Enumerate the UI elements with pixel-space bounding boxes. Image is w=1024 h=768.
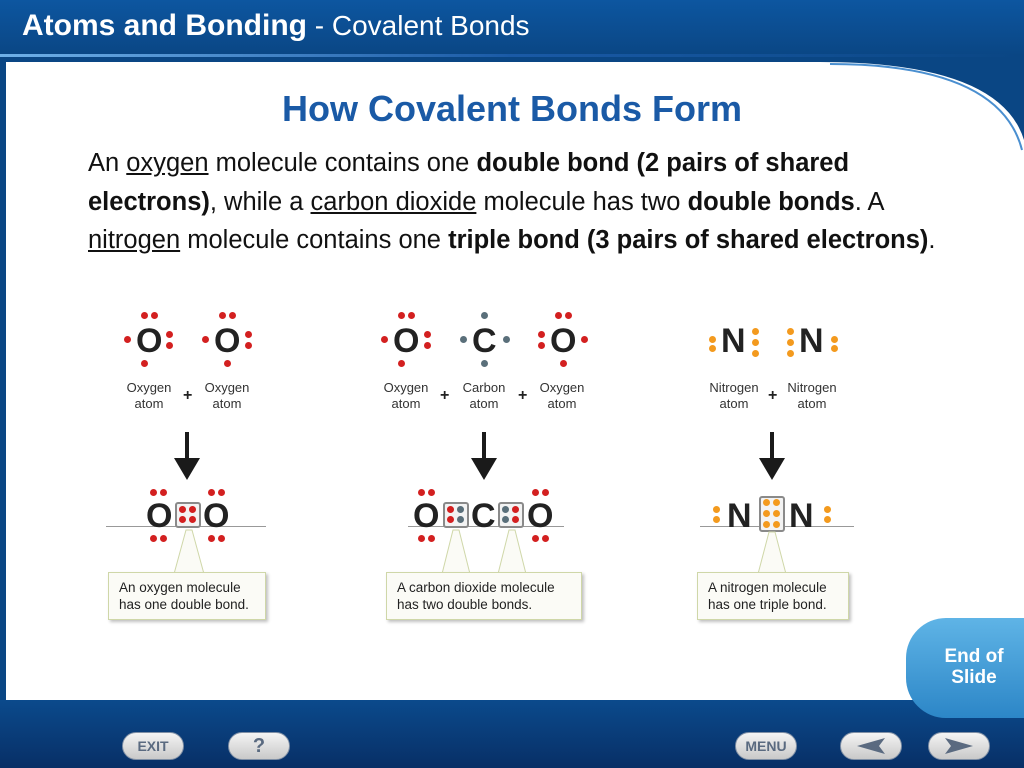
shared-pair-box: [175, 502, 201, 528]
co2-callout: A carbon dioxide molecule has two double bonds.: [386, 572, 582, 620]
previous-slide-button[interactable]: [840, 732, 902, 760]
electron-dot: [542, 535, 549, 542]
electron-dot: [709, 345, 716, 352]
menu-button[interactable]: MENU: [735, 732, 797, 760]
electron-dot: [763, 521, 770, 528]
body-text-6: molecule contains one: [180, 226, 449, 254]
oxygen-atom-2-symbol: O: [214, 322, 241, 360]
header-underline: [0, 54, 1024, 57]
electron-dot: [141, 312, 148, 319]
nitrogen-atom-2-label: Nitrogen atom: [787, 380, 837, 411]
electron-dot: [424, 342, 431, 349]
chapter-subtitle: - Covalent Bonds: [306, 10, 530, 41]
electron-dot: [787, 328, 794, 335]
electron-dot: [160, 489, 167, 496]
electron-dot: [460, 336, 467, 343]
electron-dot: [398, 360, 405, 367]
plus-sign: +: [518, 387, 528, 404]
plus-sign: +: [183, 387, 193, 404]
electron-dot: [166, 342, 173, 349]
electron-dot: [713, 516, 720, 523]
electron-dot: [555, 312, 562, 319]
electron-dot: [218, 489, 225, 496]
body-text-5: . A: [854, 187, 884, 216]
electron-dot: [532, 489, 539, 496]
electron-dot: [424, 331, 431, 338]
electron-dot: [408, 312, 415, 319]
electron-dot: [189, 506, 196, 513]
body-bold-2: double bonds: [687, 187, 855, 216]
body-text-4: molecule has two: [476, 187, 688, 216]
oxygen-callout: An oxygen molecule has one double bond.: [108, 572, 266, 620]
electron-dot: [787, 339, 794, 346]
down-arrow-head-icon: [174, 458, 200, 480]
electron-dot: [481, 312, 488, 319]
electron-dot: [773, 510, 780, 517]
carbon-dioxide-link[interactable]: carbon dioxide: [310, 187, 477, 216]
electron-dot: [709, 336, 716, 343]
electron-dot: [447, 506, 454, 513]
left-arrow-icon: [841, 733, 901, 759]
electron-dot: [481, 360, 488, 367]
electron-dot: [229, 312, 236, 319]
body-bold-3: triple bond (3 pairs of shared electrons): [448, 226, 929, 254]
nitrogen-atom-2-symbol: N: [799, 322, 824, 360]
electron-dot: [752, 350, 759, 357]
callout-pointer: [170, 528, 210, 574]
co2-carbon-label: Carbon atom: [462, 380, 506, 411]
oxygen-molecule-atom-2: O: [203, 497, 230, 535]
electron-dot: [245, 331, 252, 338]
electron-dot: [824, 516, 831, 523]
electron-dot: [763, 510, 770, 517]
electron-dot: [202, 336, 209, 343]
nitrogen-atom-1-label: Nitrogen atom: [709, 380, 759, 411]
electron-dot: [787, 350, 794, 357]
slide-title: How Covalent Bonds Form: [281, 88, 743, 129]
electron-dot: [773, 499, 780, 506]
plus-sign: +: [440, 387, 450, 404]
electron-dot: [166, 331, 173, 338]
electron-dot: [560, 360, 567, 367]
co2-molecule-oxygen-2: O: [527, 497, 554, 535]
co2-molecule-carbon: C: [471, 497, 496, 535]
electron-dot: [512, 516, 519, 523]
chapter-title-bold: Atoms and Bonding: [22, 9, 307, 42]
electron-dot: [219, 312, 226, 319]
electron-dot: [502, 506, 509, 513]
body-text-7: .: [928, 226, 936, 254]
electron-dot: [538, 331, 545, 338]
electron-dot: [512, 506, 519, 513]
shared-pair-box: [443, 502, 469, 528]
oxygen-molecule-atom-1: O: [146, 497, 173, 535]
electron-dot: [457, 506, 464, 513]
electron-dot: [713, 506, 720, 513]
electron-dot: [581, 336, 588, 343]
nitrogen-callout: A nitrogen molecule has one triple bond.: [697, 572, 849, 620]
electron-dot: [763, 499, 770, 506]
nitrogen-molecule-atom-2: N: [789, 497, 814, 535]
electron-dot: [398, 312, 405, 319]
down-arrow-head-icon: [759, 458, 785, 480]
electron-dot: [502, 516, 509, 523]
nitrogen-atom-1-symbol: N: [721, 322, 746, 360]
oxygen-atom-1-label: Oxygen atom: [126, 380, 172, 411]
electron-dot: [447, 516, 454, 523]
body-text-1: An: [88, 149, 127, 177]
electron-dot: [752, 328, 759, 335]
nitrogen-molecule-atom-1: N: [727, 497, 752, 535]
callout-pointers: [436, 528, 536, 574]
co2-oxygen-atom-1-symbol: O: [393, 322, 420, 360]
electron-dot: [418, 489, 425, 496]
electron-dot: [831, 336, 838, 343]
co2-oxygen-1-label: Oxygen atom: [383, 380, 429, 411]
down-arrow-head-icon: [471, 458, 497, 480]
electron-dot: [538, 342, 545, 349]
electron-dot: [218, 535, 225, 542]
electron-dot: [179, 516, 186, 523]
electron-dot: [752, 339, 759, 346]
oxygen-link[interactable]: oxygen: [126, 149, 209, 177]
end-of-slide-label: End of Slide: [944, 646, 1004, 688]
electron-dot: [151, 312, 158, 319]
electron-dot: [208, 489, 215, 496]
electron-dot: [503, 336, 510, 343]
electron-dot: [160, 535, 167, 542]
electron-dot: [457, 516, 464, 523]
electron-dot: [124, 336, 131, 343]
electron-dot: [565, 312, 572, 319]
body-text-2: molecule contains one: [208, 149, 477, 177]
electron-dot: [141, 360, 148, 367]
electron-dot: [224, 360, 231, 367]
electron-dot: [428, 535, 435, 542]
exit-button[interactable]: EXIT: [122, 732, 184, 760]
electron-dot: [245, 342, 252, 349]
body-bold-1: double bond (2 pairs of shared electrons): [88, 149, 850, 216]
electron-dot: [773, 521, 780, 528]
electron-dot: [150, 535, 157, 542]
electron-dot: [824, 506, 831, 513]
callout-pointer: [754, 530, 794, 574]
oxygen-atom-1-symbol: O: [136, 322, 163, 360]
electron-dot: [150, 489, 157, 496]
electron-dot: [428, 489, 435, 496]
shared-pair-box: [498, 502, 524, 528]
electron-dot: [189, 516, 196, 523]
co2-carbon-atom-symbol: C: [472, 322, 497, 360]
header-bar: [0, 0, 1024, 56]
co2-molecule-oxygen-1: O: [413, 497, 440, 535]
electron-dot: [381, 336, 388, 343]
electron-dot: [418, 535, 425, 542]
nitrogen-link[interactable]: nitrogen: [88, 226, 181, 254]
electron-dot: [542, 489, 549, 496]
oxygen-atom-2-label: Oxygen atom: [204, 380, 250, 411]
electron-dot: [179, 506, 186, 513]
help-button[interactable]: ?: [228, 732, 290, 760]
right-arrow-icon: [929, 733, 989, 759]
co2-oxygen-2-label: Oxygen atom: [539, 380, 585, 411]
body-text-3: , while a: [209, 187, 311, 216]
body-paragraph: [88, 144, 948, 260]
electron-dot: [831, 345, 838, 352]
co2-oxygen-atom-2-symbol: O: [550, 322, 577, 360]
plus-sign: +: [768, 387, 778, 404]
next-slide-button[interactable]: [928, 732, 990, 760]
chapter-title: [22, 9, 530, 43]
